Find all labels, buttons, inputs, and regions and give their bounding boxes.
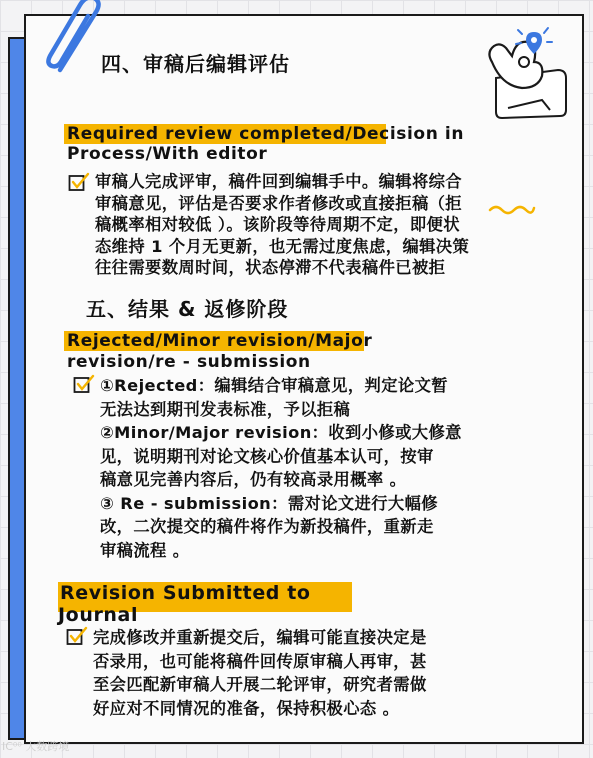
checkbox-icon [73,374,95,396]
section5-body [100,374,462,562]
section5-line: 审稿流程 。 [100,540,190,560]
section5-line: 无法达到期刊发表标准，予以拒稿 [100,399,351,419]
checkbox-icon [66,626,88,648]
section6-line: 完成修改并重新提交后，编辑可能直接决定是 [93,628,427,647]
squiggle-decoration [488,202,536,216]
section5-line: 改，二次提交的稿件将作为新投稿件，重新走 [100,517,434,536]
section5-line: 见，说明期刊对论文核心价值基本认可，按审 [100,446,434,466]
section5-line: ③ Re - submission：需对论文进行大幅修 [100,493,438,513]
section6-line: 好应对不同情况的准备，保持积极心态 。 [93,698,400,718]
section5-stage-line2: revision/re - submission [67,352,311,372]
section4-line: 态维持 1 个月无更新，也无需过度焦虑，编辑决策 [95,236,470,256]
section6-stage-line2: Journal [58,604,139,626]
section5-line: ②Minor/Major revision：收到小修或大修意 [100,423,462,442]
hand-location-sticker-icon [478,22,570,120]
section4-line: 审稿人完成评审，稿件回到编辑手中。编辑将综合 [95,172,462,191]
section6-line: 否录用，也可能将稿件回传原审稿人再审，甚 [93,651,427,671]
section6-stage-line1: Revision Submitted to [60,582,311,604]
section4-stage-line1: Required review completed/Decision in [67,124,465,144]
watermark: IC⁰⁰ 大数跨境 [2,740,70,753]
section6-line: 至会匹配新审稿人开展二轮评审，研究者需做 [93,675,427,694]
section4-stage-line2: Process/With editor [67,144,268,164]
section5-title: 五、结果 & 返修阶段 [86,297,289,321]
section4-line: 审稿意见，评估是否要求作者修改或直接拒稿（拒 [95,193,462,213]
section4-title: 四、审稿后编辑评估 [101,52,290,76]
section4-line: 往往需要数周时间，状态停滞不代表稿件已被拒 [95,258,446,277]
section4-line: 稿概率相对较低 ）。该阶段等待周期不定，即便状 [95,215,460,234]
section4-body [95,171,469,279]
section5-stage-line1: Rejected/Minor revision/Major [67,331,373,351]
checkbox-icon [68,172,90,194]
section5-line: 稿意见完善内容后，仍有较高录用概率 。 [100,470,407,489]
section5-line: ①Rejected：编辑结合审稿意见，判定论文暂 [100,376,448,395]
paperclip-icon [40,0,110,78]
section6-body [93,626,427,720]
